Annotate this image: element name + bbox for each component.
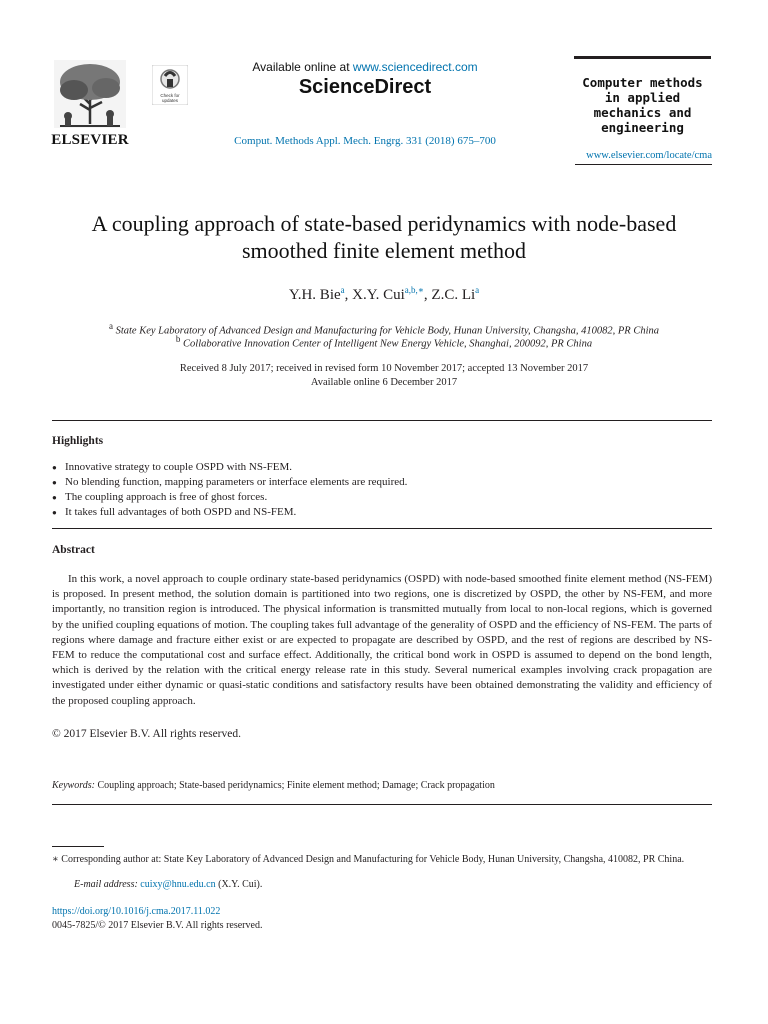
list-item: ● No blending function, mapping parameters or interface elements are required. bbox=[52, 475, 712, 490]
author-affil-mark[interactable]: a,b,∗ bbox=[404, 285, 424, 295]
author-affil-mark[interactable]: a bbox=[475, 285, 480, 295]
article-history: Received 8 July 2017; received in revised form 10 November 2017; accepted 13 November 2017 Available online 6 December 2017 bbox=[179, 363, 589, 388]
email-link[interactable]: cuixy@hnu.edu.cn bbox=[140, 879, 216, 890]
available-online-line: Available online at www.sciencedirect.com bbox=[252, 60, 478, 74]
affiliation-a: $^a$ State Key Laboratory of Advanced Design and Manufacturing for Vehicle Body, Hunan University, Changsha, 410082, PR China bbox=[108, 321, 660, 337]
divider bbox=[52, 528, 712, 529]
divider bbox=[52, 804, 712, 805]
author-affil-mark[interactable]: a bbox=[340, 285, 345, 295]
footnote-divider bbox=[52, 846, 104, 847]
svg-text:Check for: Check for bbox=[160, 93, 180, 98]
journal-name: Computer methods in applied mechanics and engineering bbox=[582, 75, 703, 135]
article-title: A coupling approach of state-based peridynamics with node-based smoothed finite element method bbox=[91, 211, 677, 263]
abstract-text: In this work, a novel approach to couple ordinary state-based peridynamics (OSPD) with node-based smoothed finite element method (NS-FEM) is proposed. In present method, the solution domain is partitioned into two regions, one is discretized by OSPD, the other by NS-FEM, and more importantly, no transition region is introduced. The physical information is transmitted mutually from local to non-local regions, which is governed by the unified coupling equations of motion. The coupling takes full advantage of the generality of OSPD and the efficiency of NS-FEM. The parts of regions where damage and fracture either exist or are expected to propagate are described by OSPD, and the rest of regions are described by NS-FEM to reduce the computational cost and surface effect. Additionally, the critical bond work in OSPD is assumed to depend on the bond length, which is derived by the relation with the critical energy release rate in this study. Several numerical examples involving crack propagation are investigated under either dynamic or quasi-static conditions and satisfactory results have been obtained demonstrating the validity and efficiency of the proposed coupling approach. bbox=[52, 573, 712, 707]
highlights-list bbox=[52, 460, 712, 520]
author-name[interactable]: Z.C. Li bbox=[431, 287, 476, 303]
copyright-notice: © 2017 Elsevier B.V. All rights reserved. bbox=[52, 728, 241, 740]
corresponding-author-note: ∗ Corresponding author at: State Key Laboratory of Advanced Design and Manufacturing for Vehicle Body, Hunan University, Changsha, 410082, PR China. bbox=[52, 854, 685, 865]
list-item: ● It takes full advantages of both OSPD and NS-FEM. bbox=[52, 505, 712, 520]
highlights-heading: Highlights bbox=[52, 435, 104, 447]
journal-url-link[interactable]: www.elsevier.com/locate/cma bbox=[586, 150, 712, 161]
keywords: Keywords: Coupling approach; State-based peridynamics; Finite element method; Damage; Crack propagation bbox=[52, 780, 495, 791]
publisher-name: ELSEVIER bbox=[51, 132, 129, 148]
author-list: Y.H. Bie$^a$, X.Y. Cui$^{a,b,∗}$, Z.C. Li$^a$ bbox=[288, 285, 480, 303]
affiliation-b: $^b$ Collaborative Innovation Center of Intelligent New Energy Vehicle, Shanghai, 200092, PR China bbox=[175, 334, 593, 350]
divider bbox=[52, 420, 712, 421]
platform-header bbox=[200, 60, 530, 99]
doi-link[interactable]: https://doi.org/10.1016/j.cma.2017.11.022 bbox=[52, 906, 221, 917]
sciencedirect-link[interactable]: www.sciencedirect.com bbox=[352, 60, 478, 74]
sciencedirect-wordmark: ScienceDirect bbox=[298, 76, 432, 98]
crossmark-check-for-updates-icon[interactable] bbox=[152, 65, 188, 105]
journal-title-box bbox=[574, 56, 711, 145]
list-item: ● The coupling approach is free of ghost forces. bbox=[52, 490, 712, 505]
list-item: ● Innovative strategy to couple OSPD with NS-FEM. bbox=[52, 460, 712, 475]
author-name[interactable]: Y.H. Bie bbox=[288, 287, 341, 303]
author-name[interactable]: X.Y. Cui bbox=[352, 287, 405, 303]
svg-text:updates: updates bbox=[161, 98, 179, 103]
journal-citation[interactable]: Comput. Methods Appl. Mech. Engrg. 331 (2018) 675–700 bbox=[234, 135, 496, 147]
abstract-heading: Abstract bbox=[52, 544, 95, 556]
email-line: E-mail address: cuixy@hnu.edu.cn (X.Y. Cui). bbox=[74, 879, 263, 890]
issn-copyright: 0045-7825/© 2017 Elsevier B.V. All rights reserved. bbox=[52, 920, 263, 931]
header-divider bbox=[575, 164, 712, 165]
